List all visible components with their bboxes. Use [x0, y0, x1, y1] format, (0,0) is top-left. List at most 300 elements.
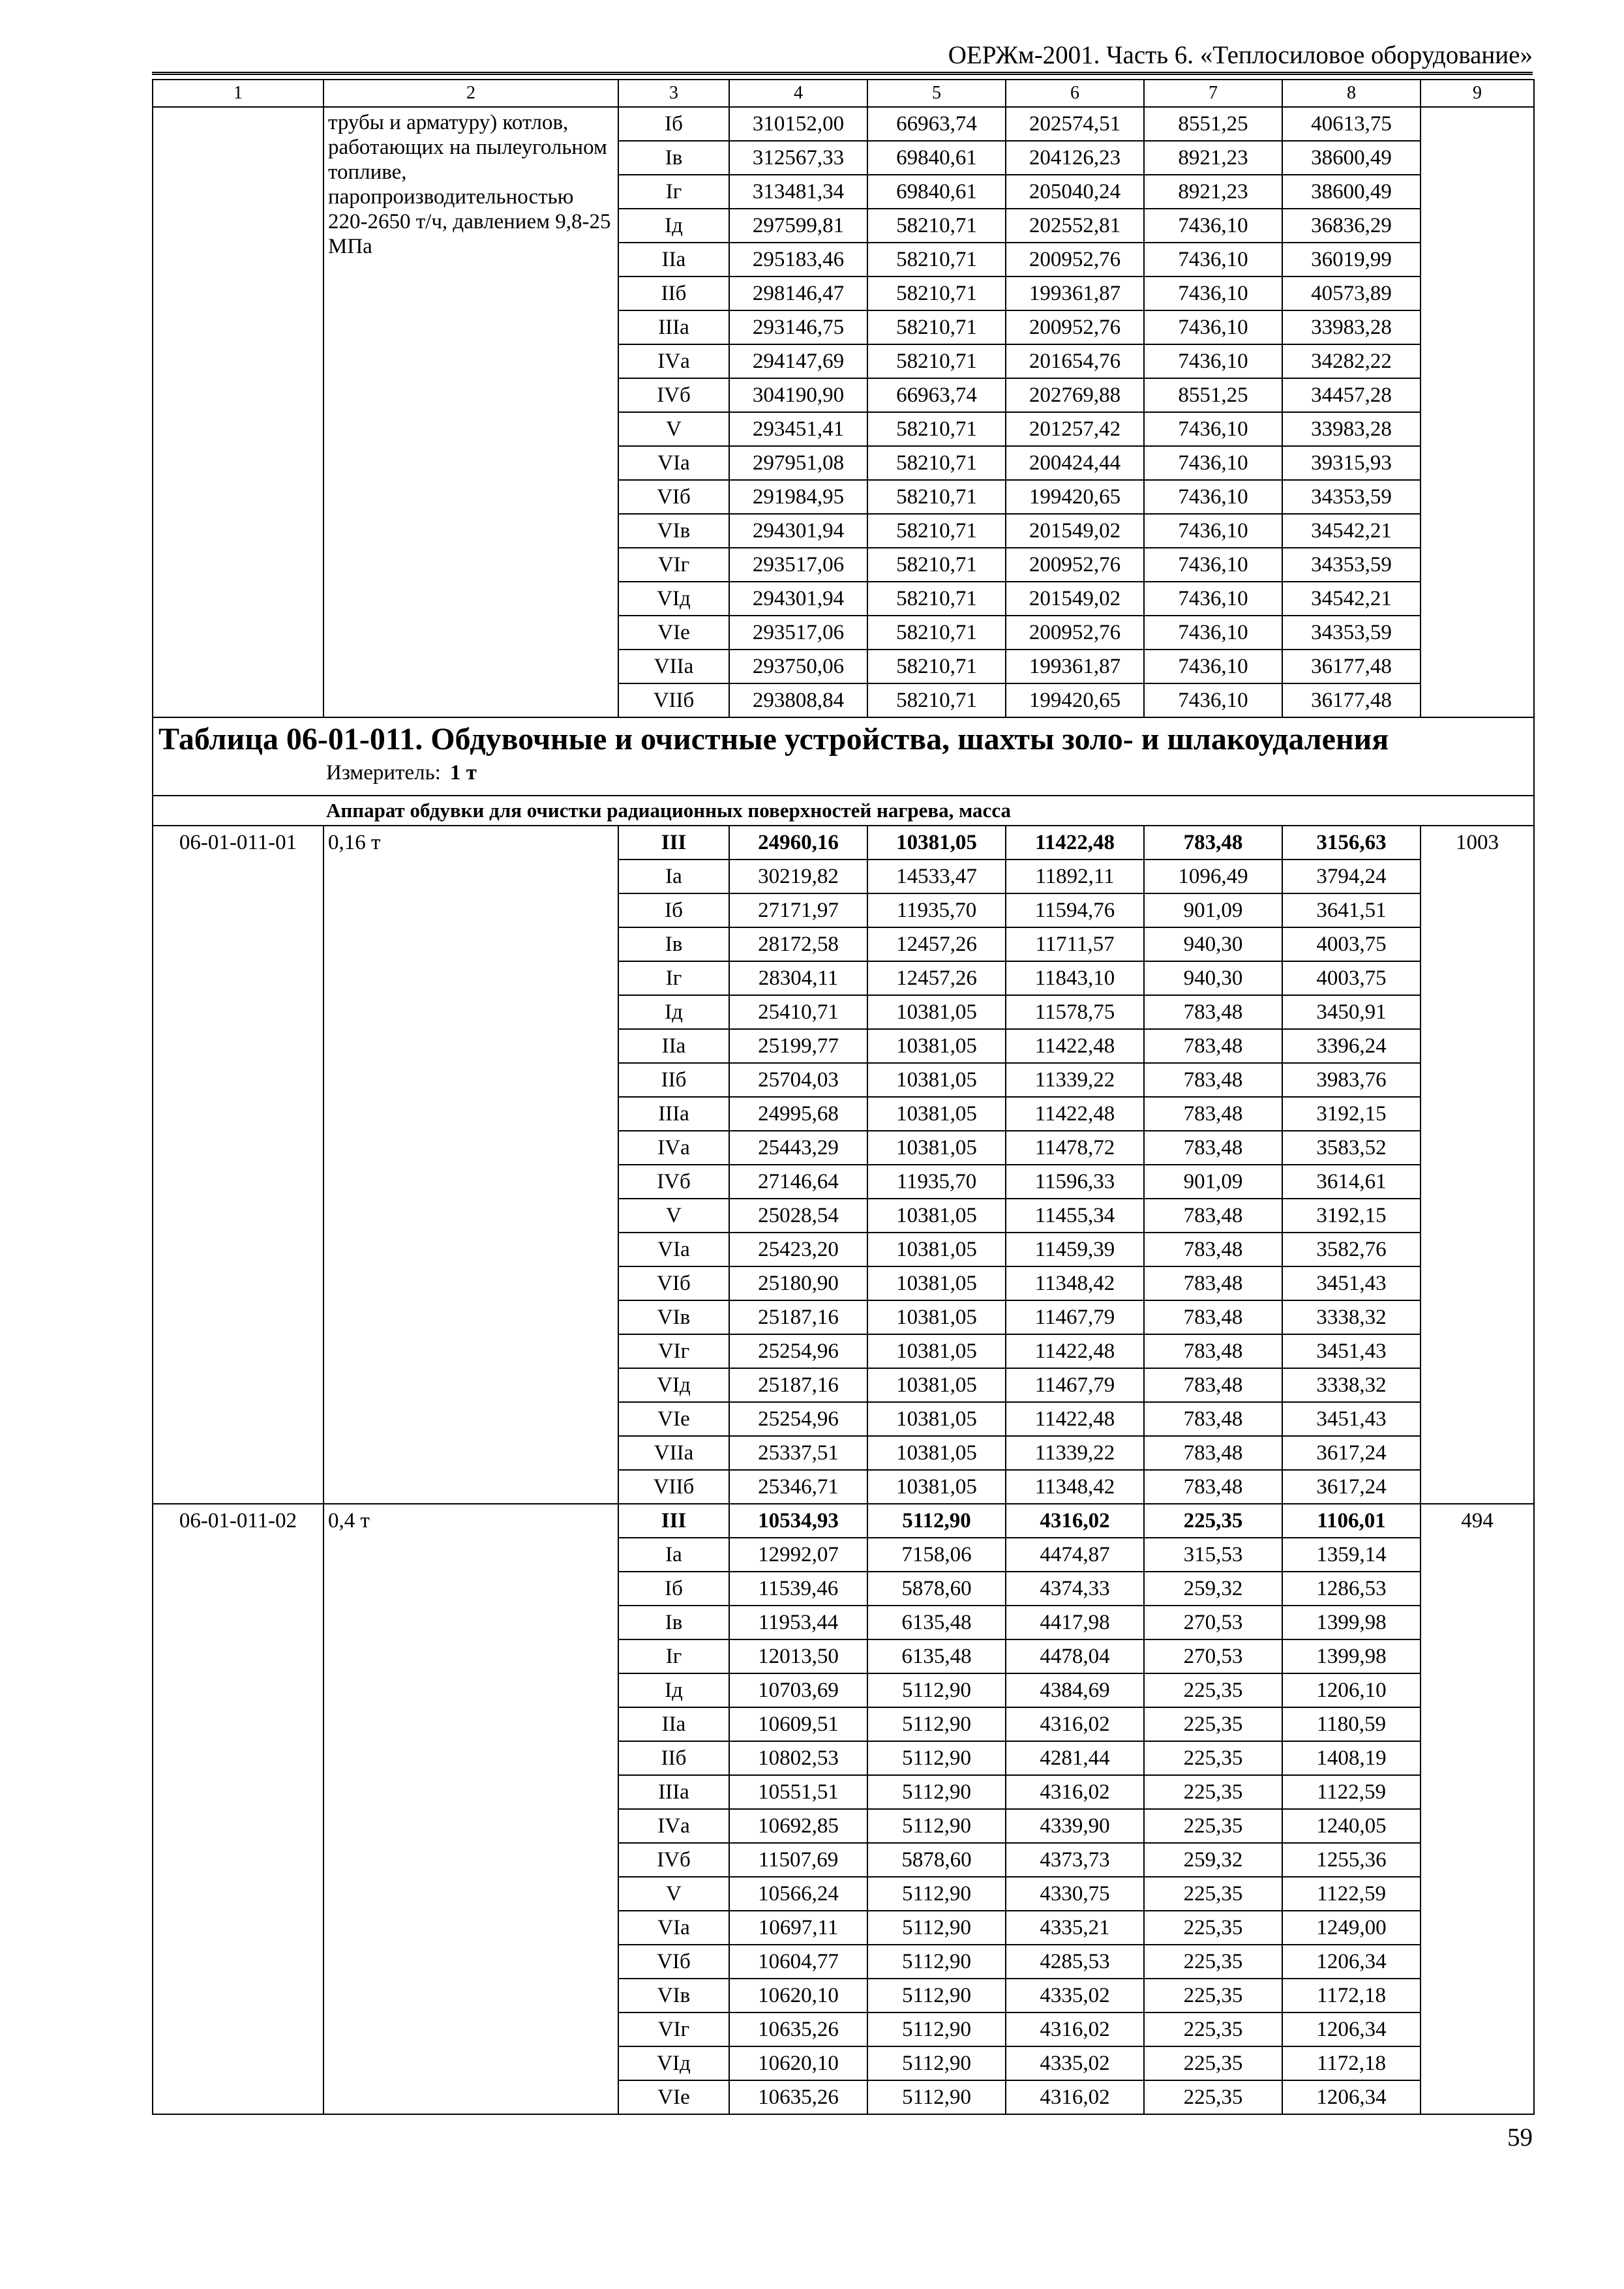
table-row: [153, 893, 1534, 927]
value-cell: IIб: [618, 1063, 729, 1097]
value-cell: 58210,71: [867, 480, 1006, 514]
code-cell: [153, 141, 323, 175]
value-cell: 5112,90: [867, 1911, 1006, 1945]
value-cell: 66963,74: [867, 378, 1006, 412]
code-cell: [153, 927, 323, 961]
value-cell: 58210,71: [867, 514, 1006, 548]
description-cell: [323, 927, 618, 961]
table-row: [153, 514, 1534, 548]
value-cell: 11467,79: [1006, 1368, 1144, 1402]
value-cell: 1180,59: [1282, 1707, 1421, 1741]
description-cell: [323, 650, 618, 683]
description-text: трубы и арматуру) котлов, работающих на пылеугольном топливе, паропроизводительностью 220-2650 т/ч, давлением 9,8-25 МПа: [328, 111, 611, 258]
col9-cell: [1421, 1843, 1534, 1877]
value-cell: 225,35: [1144, 1945, 1282, 1979]
description-cell: [323, 961, 618, 995]
table-row: [153, 1911, 1534, 1945]
value-cell: 58210,71: [867, 277, 1006, 310]
column-number-cell: 6: [1006, 80, 1144, 107]
code-cell: [153, 378, 323, 412]
value-cell: 34457,28: [1282, 378, 1421, 412]
value-cell: 36836,29: [1282, 209, 1421, 243]
col9-cell: [1421, 1877, 1534, 1911]
value-cell: 10381,05: [867, 1063, 1006, 1097]
col9-cell: [1421, 1945, 1534, 1979]
value-cell: 10551,51: [729, 1775, 867, 1809]
value-cell: VIа: [618, 446, 729, 480]
value-cell: 225,35: [1144, 1707, 1282, 1741]
table-row: [153, 2046, 1534, 2080]
value-cell: 11507,69: [729, 1843, 867, 1877]
col9-cell: [1421, 1606, 1534, 1639]
value-cell: 7436,10: [1144, 412, 1282, 446]
value-cell: IIа: [618, 1029, 729, 1063]
table-row: [153, 480, 1534, 514]
col9-cell: [1421, 927, 1534, 961]
value-cell: 10381,05: [867, 1436, 1006, 1470]
description-cell: [323, 1945, 618, 1979]
table-row: [153, 582, 1534, 616]
code-cell: [153, 1843, 323, 1877]
value-cell: 312567,33: [729, 141, 867, 175]
value-cell: 4335,02: [1006, 1979, 1144, 2012]
value-cell: 27146,64: [729, 1165, 867, 1199]
value-cell: 1122,59: [1282, 1877, 1421, 1911]
code-cell: [153, 1300, 323, 1334]
value-cell: 298146,47: [729, 277, 867, 310]
value-cell: 199361,87: [1006, 277, 1144, 310]
table-row: [153, 1063, 1534, 1097]
value-cell: 7436,10: [1144, 446, 1282, 480]
code-cell: [153, 1673, 323, 1707]
description-cell: [323, 548, 618, 582]
value-cell: 294301,94: [729, 514, 867, 548]
description-cell: [323, 480, 618, 514]
description-cell: [323, 107, 618, 258]
description-cell: [323, 1131, 618, 1165]
code-cell: [153, 107, 323, 141]
value-cell: 25187,16: [729, 1368, 867, 1402]
code-cell: [153, 243, 323, 277]
description-cell: [323, 1809, 618, 1843]
code-cell: 06-01-011-01: [153, 826, 323, 860]
value-cell: 7436,10: [1144, 514, 1282, 548]
value-cell: 10381,05: [867, 1097, 1006, 1131]
value-cell: 783,48: [1144, 1063, 1282, 1097]
value-cell: 3582,76: [1282, 1233, 1421, 1266]
value-cell: 25443,29: [729, 1131, 867, 1165]
description-cell: [323, 2012, 618, 2046]
col9-cell: [1421, 1029, 1534, 1063]
table-row: [153, 1233, 1534, 1266]
table-row: [153, 2080, 1534, 2114]
value-cell: 293451,41: [729, 412, 867, 446]
value-cell: 201654,76: [1006, 344, 1144, 378]
table-row: [153, 860, 1534, 893]
code-cell: [153, 1097, 323, 1131]
code-cell: [153, 616, 323, 650]
col9-cell: [1421, 995, 1534, 1029]
col9-cell: [1421, 582, 1534, 616]
value-cell: 783,48: [1144, 1131, 1282, 1165]
table-row: [153, 1979, 1534, 2012]
value-cell: 58210,71: [867, 344, 1006, 378]
value-cell: 28304,11: [729, 961, 867, 995]
page-number: 59: [1507, 2123, 1533, 2151]
value-cell: 4374,33: [1006, 1572, 1144, 1606]
value-cell: Iг: [618, 961, 729, 995]
code-cell: [153, 1639, 323, 1673]
value-cell: 225,35: [1144, 2012, 1282, 2046]
table-title-row: [153, 717, 1534, 796]
value-cell: VIIб: [618, 683, 729, 717]
value-cell: 1399,98: [1282, 1606, 1421, 1639]
col9-cell: [1421, 446, 1534, 480]
value-cell: 3451,43: [1282, 1334, 1421, 1368]
description-cell: [323, 412, 618, 446]
col9-cell: [1421, 1199, 1534, 1233]
value-cell: 40573,89: [1282, 277, 1421, 310]
value-cell: 8551,25: [1144, 378, 1282, 412]
code-cell: [153, 1470, 323, 1504]
code-cell: [153, 2080, 323, 2114]
table-row: [153, 378, 1534, 412]
value-cell: 11422,48: [1006, 1402, 1144, 1436]
value-cell: 11953,44: [729, 1606, 867, 1639]
value-cell: 30219,82: [729, 860, 867, 893]
value-cell: 225,35: [1144, 2046, 1282, 2080]
value-cell: 11478,72: [1006, 1131, 1144, 1165]
description-cell: 0,4 т: [323, 1504, 618, 1538]
value-cell: 201549,02: [1006, 582, 1144, 616]
value-cell: 11594,76: [1006, 893, 1144, 927]
value-cell: VIе: [618, 2080, 729, 2114]
value-cell: Iд: [618, 1673, 729, 1707]
table-row: [153, 995, 1534, 1029]
value-cell: 295183,46: [729, 243, 867, 277]
description-cell: [323, 1266, 618, 1300]
value-cell: 202574,51: [1006, 107, 1144, 141]
value-cell: 66963,74: [867, 107, 1006, 141]
value-cell: 225,35: [1144, 2080, 1282, 2114]
value-cell: 783,48: [1144, 1436, 1282, 1470]
value-cell: 58210,71: [867, 446, 1006, 480]
value-cell: 58210,71: [867, 548, 1006, 582]
description-cell: [323, 1165, 618, 1199]
code-cell: [153, 480, 323, 514]
value-cell: VIг: [618, 1334, 729, 1368]
value-cell: 10381,05: [867, 826, 1006, 860]
value-cell: 58210,71: [867, 683, 1006, 717]
value-cell: 10381,05: [867, 1029, 1006, 1063]
column-number-cell: 9: [1421, 80, 1534, 107]
value-cell: 3614,61: [1282, 1165, 1421, 1199]
value-cell: 36177,48: [1282, 683, 1421, 717]
table-row: [153, 1334, 1534, 1368]
code-cell: [153, 1606, 323, 1639]
value-cell: VIд: [618, 582, 729, 616]
value-cell: 25704,03: [729, 1063, 867, 1097]
table-row: [153, 277, 1534, 310]
value-cell: 7436,10: [1144, 480, 1282, 514]
col9-cell: [1421, 1233, 1534, 1266]
value-cell: 11422,48: [1006, 1097, 1144, 1131]
value-cell: 36019,99: [1282, 243, 1421, 277]
value-cell: Iв: [618, 1606, 729, 1639]
description-cell: [323, 1673, 618, 1707]
code-cell: [153, 1979, 323, 2012]
value-cell: VIIа: [618, 1436, 729, 1470]
code-cell: [153, 1538, 323, 1572]
value-cell: 10635,26: [729, 2012, 867, 2046]
table-row: [153, 1504, 1534, 1538]
table-row: [153, 1775, 1534, 1809]
value-cell: IIа: [618, 243, 729, 277]
table-row: [153, 1538, 1534, 1572]
value-cell: 783,48: [1144, 1097, 1282, 1131]
value-cell: 259,32: [1144, 1843, 1282, 1877]
code-cell: [153, 2046, 323, 2080]
code-cell: [153, 582, 323, 616]
value-cell: 3156,63: [1282, 826, 1421, 860]
description-cell: [323, 1300, 618, 1334]
value-cell: 11422,48: [1006, 826, 1144, 860]
value-cell: 313481,34: [729, 175, 867, 209]
description-cell: [323, 514, 618, 548]
value-cell: 200952,76: [1006, 243, 1144, 277]
col9-cell: [1421, 1572, 1534, 1606]
value-cell: 58210,71: [867, 243, 1006, 277]
value-cell: 58210,71: [867, 310, 1006, 344]
table-row: [153, 1673, 1534, 1707]
value-cell: Iв: [618, 141, 729, 175]
value-cell: 3617,24: [1282, 1436, 1421, 1470]
value-cell: 5112,90: [867, 1741, 1006, 1775]
value-cell: 7436,10: [1144, 243, 1282, 277]
value-cell: VIв: [618, 1979, 729, 2012]
price-table: [152, 79, 1535, 2115]
col9-cell: [1421, 1979, 1534, 2012]
value-cell: 8551,25: [1144, 107, 1282, 141]
value-cell: 5112,90: [867, 1809, 1006, 1843]
value-cell: 3451,43: [1282, 1266, 1421, 1300]
description-cell: [323, 310, 618, 344]
value-cell: 25199,77: [729, 1029, 867, 1063]
value-cell: VIб: [618, 1945, 729, 1979]
value-cell: IVб: [618, 1843, 729, 1877]
value-cell: 1096,49: [1144, 860, 1282, 893]
value-cell: 33983,28: [1282, 310, 1421, 344]
value-cell: Iг: [618, 1639, 729, 1673]
column-number-cell: 8: [1282, 80, 1421, 107]
value-cell: 5112,90: [867, 1707, 1006, 1741]
value-cell: 10697,11: [729, 1911, 867, 1945]
value-cell: 11467,79: [1006, 1300, 1144, 1334]
code-cell: [153, 1334, 323, 1368]
value-cell: 3192,15: [1282, 1199, 1421, 1233]
description-cell: [323, 1572, 618, 1606]
value-cell: 11711,57: [1006, 927, 1144, 961]
value-cell: 1206,34: [1282, 2080, 1421, 2114]
description-cell: [323, 1707, 618, 1741]
value-cell: 4316,02: [1006, 2012, 1144, 2046]
value-cell: III: [618, 1504, 729, 1538]
col9-cell: 494: [1421, 1504, 1534, 1538]
code-cell: [153, 514, 323, 548]
code-cell: [153, 1165, 323, 1199]
description-cell: [323, 1741, 618, 1775]
value-cell: 12457,26: [867, 961, 1006, 995]
col9-cell: [1421, 2046, 1534, 2080]
value-cell: 293808,84: [729, 683, 867, 717]
value-cell: 34353,59: [1282, 616, 1421, 650]
value-cell: 783,48: [1144, 1300, 1282, 1334]
value-cell: 12457,26: [867, 927, 1006, 961]
value-cell: 4373,73: [1006, 1843, 1144, 1877]
value-cell: 8921,23: [1144, 175, 1282, 209]
value-cell: 783,48: [1144, 826, 1282, 860]
value-cell: 5112,90: [867, 2080, 1006, 2114]
value-cell: 4474,87: [1006, 1538, 1144, 1572]
value-cell: 10703,69: [729, 1673, 867, 1707]
value-cell: 270,53: [1144, 1639, 1282, 1673]
value-cell: 7158,06: [867, 1538, 1006, 1572]
column-number-cell: 5: [867, 80, 1006, 107]
value-cell: 205040,24: [1006, 175, 1144, 209]
code-cell: [153, 1063, 323, 1097]
value-cell: 294147,69: [729, 344, 867, 378]
value-cell: 10635,26: [729, 2080, 867, 2114]
value-cell: 5878,60: [867, 1843, 1006, 1877]
description-cell: [323, 995, 618, 1029]
value-cell: Iг: [618, 175, 729, 209]
value-cell: IIIа: [618, 310, 729, 344]
measure-label: Измеритель:: [326, 761, 441, 785]
value-cell: 6135,48: [867, 1606, 1006, 1639]
column-number-cell: 1: [153, 80, 323, 107]
table-row: [153, 1945, 1534, 1979]
col9-cell: [1421, 378, 1534, 412]
value-cell: IVа: [618, 1131, 729, 1165]
code-cell: [153, 209, 323, 243]
col9-cell: [1421, 141, 1534, 175]
value-cell: VIа: [618, 1233, 729, 1266]
value-cell: Iд: [618, 209, 729, 243]
value-cell: 14533,47: [867, 860, 1006, 893]
description-cell: [323, 683, 618, 717]
description-cell: [323, 2080, 618, 2114]
value-cell: 34282,22: [1282, 344, 1421, 378]
column-number-cell: 4: [729, 80, 867, 107]
page-header: [152, 39, 1533, 75]
value-cell: 291984,95: [729, 480, 867, 514]
code-cell: [153, 1741, 323, 1775]
value-cell: 69840,61: [867, 175, 1006, 209]
description-cell: [323, 1233, 618, 1266]
value-cell: Iб: [618, 1572, 729, 1606]
value-cell: 7436,10: [1144, 616, 1282, 650]
value-cell: VIг: [618, 548, 729, 582]
value-cell: 10609,51: [729, 1707, 867, 1741]
value-cell: 11339,22: [1006, 1436, 1144, 1470]
col9-cell: [1421, 480, 1534, 514]
value-cell: 304190,90: [729, 378, 867, 412]
value-cell: 3641,51: [1282, 893, 1421, 927]
value-cell: 7436,10: [1144, 683, 1282, 717]
value-cell: 33983,28: [1282, 412, 1421, 446]
value-cell: 3794,24: [1282, 860, 1421, 893]
value-cell: V: [618, 1199, 729, 1233]
value-cell: 4339,90: [1006, 1809, 1144, 1843]
value-cell: 5112,90: [867, 2046, 1006, 2080]
value-cell: VIб: [618, 1266, 729, 1300]
table-row: [153, 1741, 1534, 1775]
value-cell: 8921,23: [1144, 141, 1282, 175]
description-cell: [323, 1029, 618, 1063]
value-cell: 11459,39: [1006, 1233, 1144, 1266]
value-cell: 1122,59: [1282, 1775, 1421, 1809]
description-cell: [323, 446, 618, 480]
table-row: [153, 1402, 1534, 1436]
value-cell: 3983,76: [1282, 1063, 1421, 1097]
value-cell: 10381,05: [867, 1300, 1006, 1334]
value-cell: 4003,75: [1282, 961, 1421, 995]
value-cell: 40613,75: [1282, 107, 1421, 141]
col9-cell: [1421, 1911, 1534, 1945]
value-cell: 783,48: [1144, 1334, 1282, 1368]
value-cell: IVб: [618, 1165, 729, 1199]
value-cell: 1255,36: [1282, 1843, 1421, 1877]
value-cell: 39315,93: [1282, 446, 1421, 480]
col9-cell: [1421, 860, 1534, 893]
col9-cell: [1421, 2080, 1534, 2114]
description-cell: [323, 277, 618, 310]
col9-cell: [1421, 209, 1534, 243]
description-cell: [323, 1063, 618, 1097]
value-cell: Iв: [618, 927, 729, 961]
description-cell: [323, 1911, 618, 1945]
value-cell: 25254,96: [729, 1334, 867, 1368]
code-cell: [153, 1877, 323, 1911]
col9-cell: [1421, 650, 1534, 683]
value-cell: 783,48: [1144, 1368, 1282, 1402]
value-cell: 783,48: [1144, 995, 1282, 1029]
code-cell: [153, 1368, 323, 1402]
value-cell: 10381,05: [867, 1199, 1006, 1233]
value-cell: 10381,05: [867, 1368, 1006, 1402]
value-cell: 6135,48: [867, 1639, 1006, 1673]
col9-cell: [1421, 412, 1534, 446]
value-cell: 294301,94: [729, 582, 867, 616]
code-cell: [153, 683, 323, 717]
measure-value: 1 т: [450, 761, 477, 785]
table-row: [153, 2012, 1534, 2046]
code-cell: [153, 277, 323, 310]
description-cell: [323, 1606, 618, 1639]
description-cell: [323, 1334, 618, 1368]
col9-cell: [1421, 1470, 1534, 1504]
code-cell: [153, 961, 323, 995]
value-cell: 10381,05: [867, 1334, 1006, 1368]
value-cell: 10802,53: [729, 1741, 867, 1775]
table-row: [153, 1606, 1534, 1639]
description-cell: [323, 1639, 618, 1673]
value-cell: 25346,71: [729, 1470, 867, 1504]
table-row: [153, 107, 1534, 141]
col9-cell: [1421, 1436, 1534, 1470]
value-cell: 783,48: [1144, 1029, 1282, 1063]
col9-cell: [1421, 548, 1534, 582]
